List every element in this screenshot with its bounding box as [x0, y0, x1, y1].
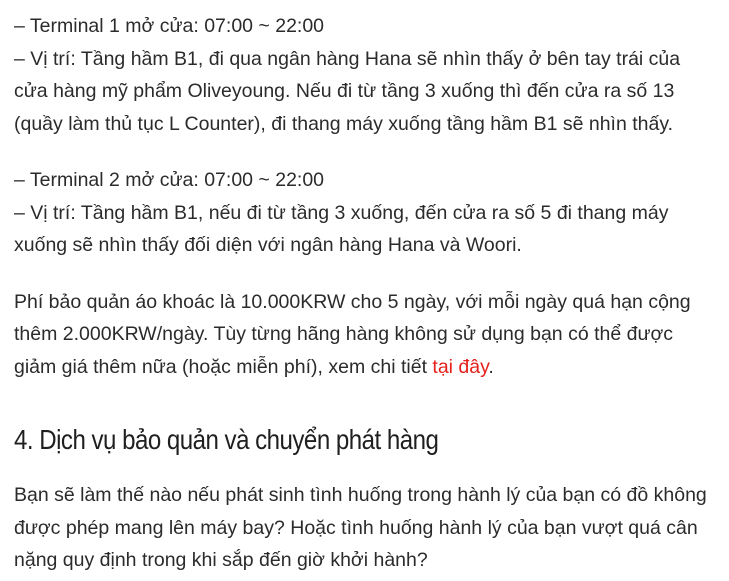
fee-text: Phí bảo quản áo khoác là 10.000KRW cho 5 ngày, với mỗi ngày quá hạn cộng thêm 2.000KRW/ngày. Tùy từng hãng hàng không sử dụng bạn có thể được giảm giá thêm nữa (hoặc miễn phí), xem chi tiết — [14, 290, 691, 378]
fee-trailing: . — [488, 355, 494, 378]
terminal1-block — [14, 10, 719, 140]
section-intro: Bạn sẽ làm thế nào nếu phát sinh tình huống trong hành lý của bạn có đồ không được phép mang lên máy bay? Hoặc tình huống hành lý của bạn vượt quá cân nặng quy định trong khi sắp đến giờ khởi hành? — [14, 484, 707, 571]
details-link[interactable]: tại đây — [432, 355, 489, 378]
terminal1-location: – Vị trí: Tầng hầm B1, đi qua ngân hàng Hana sẽ nhìn thấy ở bên tay trái của cửa hàng mỹ phẩm Oliveyoung. Nếu đi từ tầng 3 xuống thì đến cửa ra số 13 (quầy làm thủ tục L Counter), đi thang máy xuống tầng hầm B1 sẽ nhìn thấy. — [14, 47, 681, 135]
fee-paragraph — [14, 286, 719, 384]
terminal1-hours: – Terminal 1 mở cửa: 07:00 ~ 22:00 — [14, 15, 325, 37]
terminal2-hours: – Terminal 2 mở cửa: 07:00 ~ 22:00 — [14, 169, 325, 191]
terminal2-location: – Vị trí: Tầng hầm B1, nếu đi từ tầng 3 xuống, đến cửa ra số 5 đi thang máy xuống sẽ nhìn thấy đối diện với ngân hàng Hana và Woori. — [14, 201, 669, 256]
article-body — [14, 10, 719, 577]
section-heading: 4. Dịch vụ bảo quản và chuyển phát hàng — [14, 424, 439, 455]
terminal2-block — [14, 164, 719, 262]
